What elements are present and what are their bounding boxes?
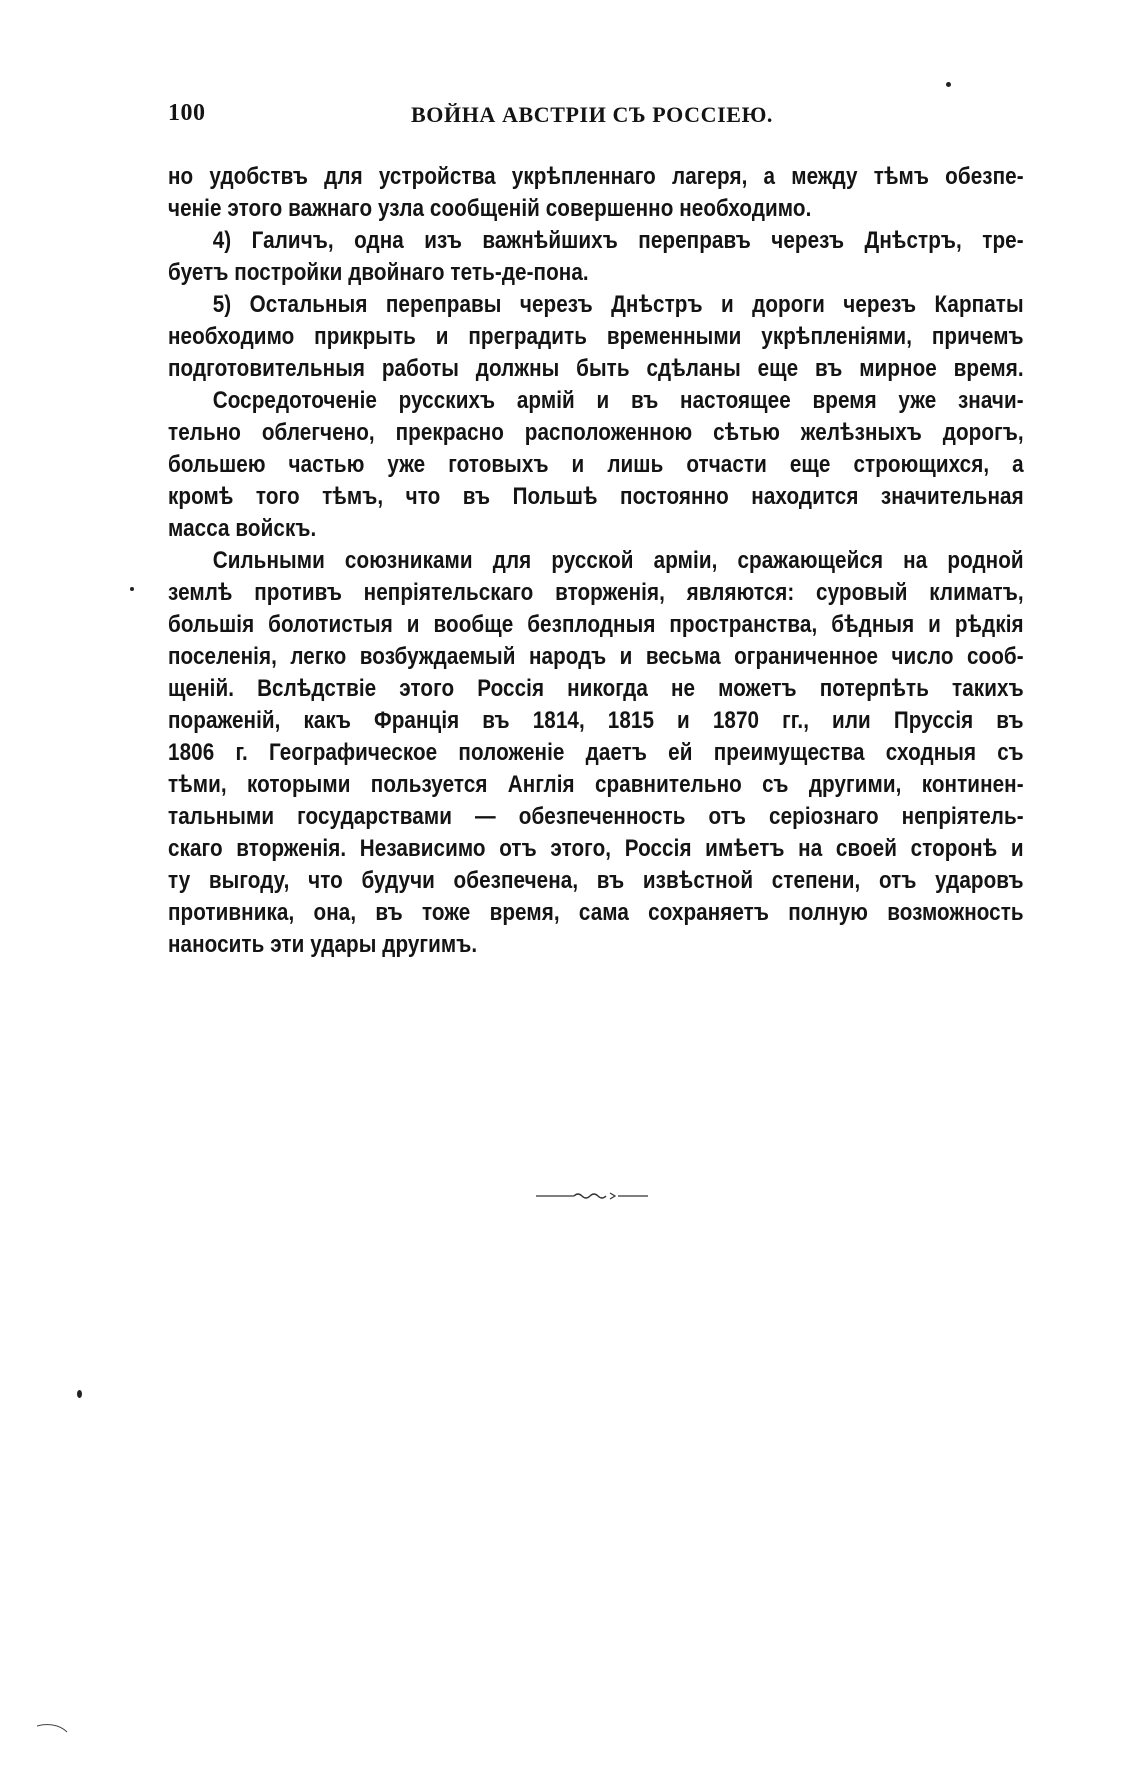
- ornament-divider: [536, 1190, 648, 1202]
- text-line: пораженій, какъ Франція въ 1814, 1815 и 1870 гг., или Пруссія въ: [168, 707, 1024, 734]
- body-text: [168, 161, 1024, 961]
- text-line: 5) Остальныя переправы черезъ Днѣстръ и дороги черезъ Карпаты: [212, 291, 1024, 318]
- text-line: кромѣ того тѣмъ, что въ Польшѣ постоянно находится значительная: [168, 483, 1024, 510]
- text-line: ченіе этого важнаго узла сообщеній совершенно необходимо.: [168, 195, 812, 222]
- text-line: Сильными союзниками для русской арміи, сражающейся на родной: [212, 547, 1024, 574]
- text-line: масса войскъ.: [168, 515, 317, 542]
- text-line: тельно облегчено, прекрасно расположенною сѣтью желѣзныхъ дорогъ,: [168, 419, 1024, 446]
- text-line: 4) Галичъ, одна изъ важнѣйшихъ переправъ черезъ Днѣстръ, тре-: [212, 227, 1024, 254]
- text-line: землѣ противъ непріятельскаго вторженія, являются: суровый климатъ,: [168, 579, 1024, 606]
- page-number: 100: [168, 100, 206, 126]
- text-line: подготовительныя работы должны быть сдѣланы еще въ мирное время.: [168, 355, 1024, 382]
- text-line: буетъ постройки двойнаго теть-де-пона.: [168, 259, 589, 286]
- text-line: Сосредоточеніе русскихъ армій и въ настоящее время уже значи-: [212, 387, 1024, 414]
- text-line: тѣми, которыми пользуется Англія сравнительно съ другими, континен-: [168, 771, 1024, 798]
- ink-speck: [77, 1390, 82, 1398]
- text-line: тальными государствами — обезпеченность отъ серіознаго непріятель-: [168, 803, 1024, 830]
- text-line: большія болотистыя и вообще безплодныя пространства, бѣдныя и рѣдкія: [168, 611, 1024, 638]
- ink-speck: [946, 82, 951, 87]
- ink-speck: [130, 587, 134, 591]
- text-line: ту выгоду, что будучи обезпечена, въ извѣстной степени, отъ ударовъ: [168, 867, 1024, 894]
- text-line: наносить эти удары другимъ.: [168, 931, 478, 958]
- text-line: поселенія, легко возбуждаемый народъ и весьма ограниченное число сооб-: [168, 643, 1024, 670]
- text-line: большею частью уже готовыхъ и лишь отчасти еще строющихся, а: [168, 451, 1024, 478]
- page-header: [168, 100, 1024, 130]
- running-title: ВОЙНА АВСТРІИ СЪ РОССІЕЮ.: [411, 102, 774, 127]
- text-line: скаго вторженія. Независимо отъ этого, Россія имѣетъ на своей сторонѣ и: [168, 835, 1024, 862]
- text-line: щеній. Вслѣдствіе этого Россія никогда не можетъ потерпѣть такихъ: [168, 675, 1024, 702]
- text-line: но удобствъ для устройства укрѣпленнаго лагеря, а между тѣмъ обезпе-: [168, 163, 1024, 190]
- ink-mark: [36, 1720, 70, 1734]
- text-line: необходимо прикрыть и преградить временными укрѣпленіями, причемъ: [168, 323, 1024, 350]
- text-line: 1806 г. Географическое положеніе даетъ ей преимущества сходныя съ: [168, 739, 1024, 766]
- text-line: противника, она, въ тоже время, сама сохраняетъ полную возможность: [168, 899, 1024, 926]
